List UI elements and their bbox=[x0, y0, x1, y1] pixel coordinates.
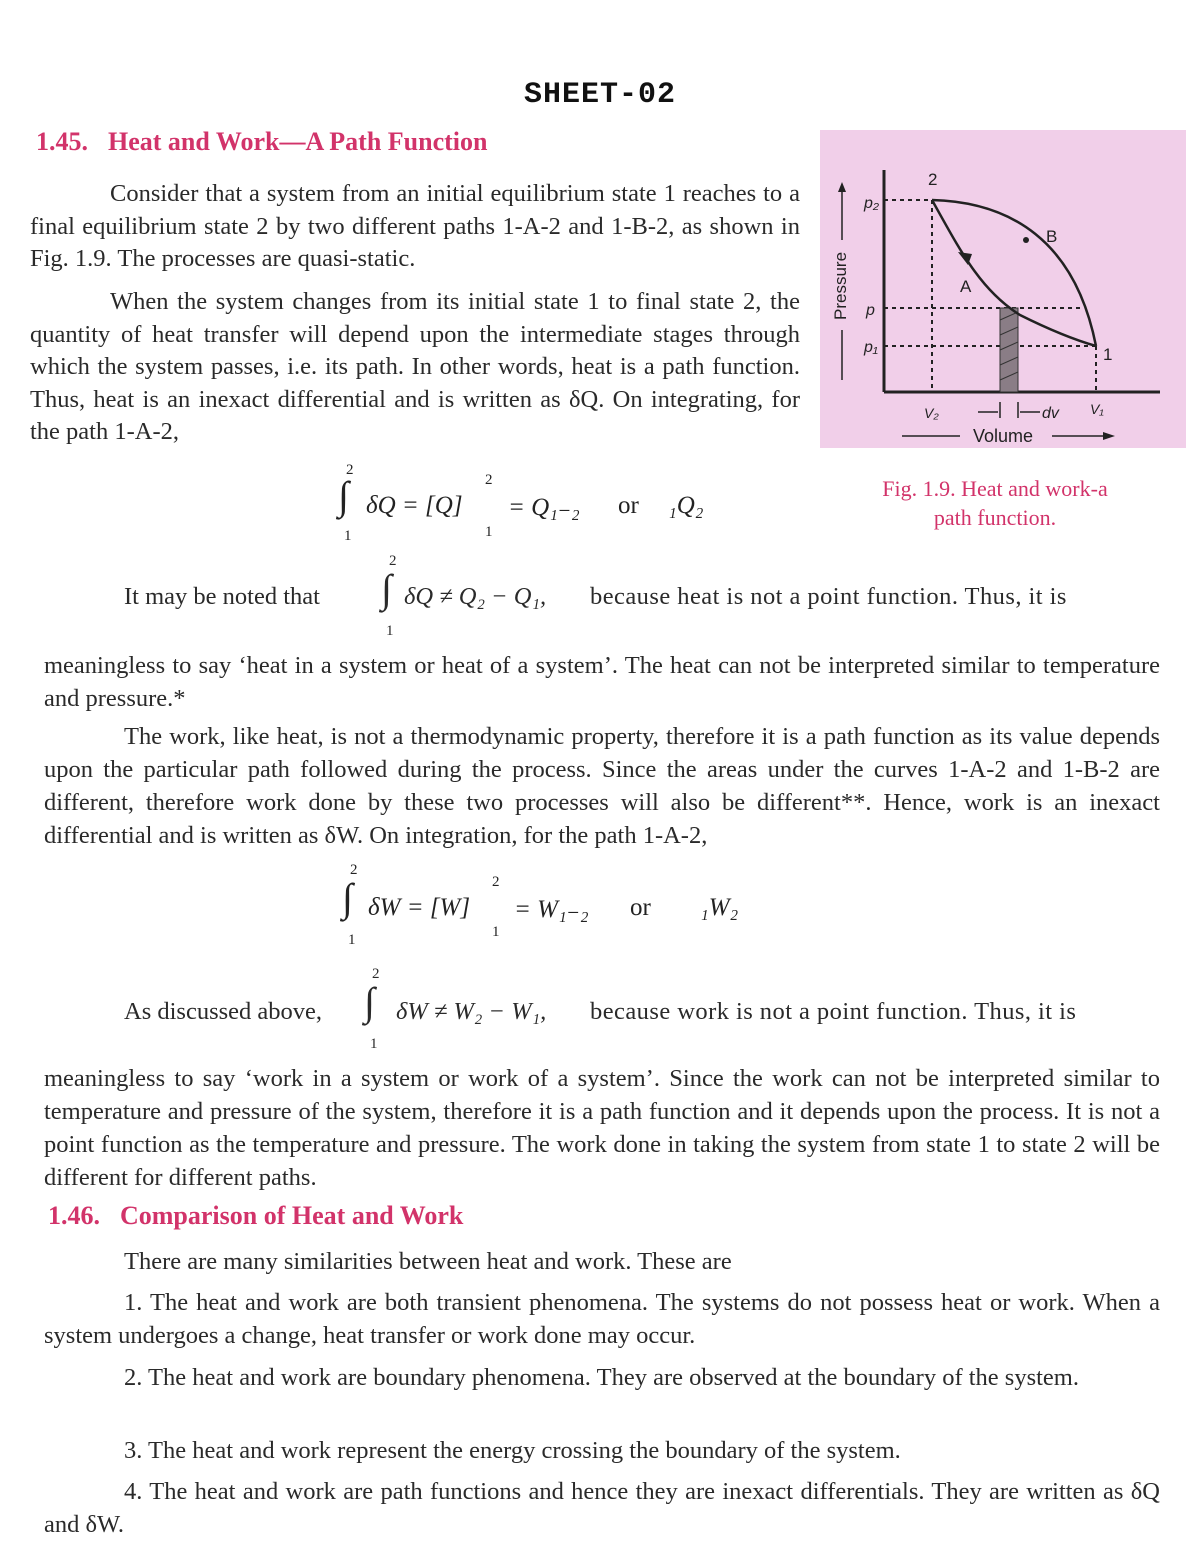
equation-heat-integral bbox=[338, 462, 778, 542]
para3-integral-sign: ∫ bbox=[381, 566, 392, 611]
eq1-alt: ₁Q₂ bbox=[668, 492, 704, 519]
paragraph-3-continuation: meaningless to say ‘heat in a system or heat of a system’. The heat can not be interpreted similar to temperature and pressure.* bbox=[44, 652, 1160, 712]
path-a-label: A bbox=[960, 277, 972, 296]
work-strip bbox=[1000, 308, 1018, 392]
eq1-bracket-lower: 1 bbox=[485, 524, 493, 540]
caption-line-2: path function. bbox=[933, 505, 1057, 530]
caption-line-1: Fig. 1.9. Heat and work-a bbox=[882, 476, 1108, 501]
p1-label: p₁ bbox=[864, 339, 878, 356]
eq1-bracket-upper: 2 bbox=[485, 472, 493, 488]
section-title: Comparison of Heat and Work bbox=[120, 1201, 464, 1230]
eq2-lower-limit: 1 bbox=[348, 932, 356, 948]
comparison-item-1: 1. The heat and work are both transient phenomena. The systems do not possess heat or work. When a system undergoes a change, heat transfer or work done may occur. bbox=[44, 1289, 1160, 1349]
eq2-integral-sign: ∫ bbox=[342, 875, 353, 920]
para5-inequality: δW ≠ W₂ − W₁, bbox=[396, 998, 547, 1025]
paragraph-5-continuation: meaningless to say ‘work in a system or work of a system’. Since the work can not be interpreted similar to temperature and pressure of the system, therefore it is a path function and it depends upon the process. It is not a point function as the temperature and pressure. The work done in taking the system from state 1 to state 2 will be different for different paths. bbox=[44, 1065, 1160, 1191]
eq1-or: or bbox=[618, 492, 639, 519]
p2-label: p₂ bbox=[864, 195, 879, 212]
eq2-rhs: = W₁₋₂ bbox=[514, 896, 589, 923]
eq2-upper-limit: 2 bbox=[350, 862, 358, 878]
equation-work-integral bbox=[340, 862, 780, 952]
paragraph-2: When the system changes from its initial state 1 to final state 2, the quantity of heat transfer will depend upon the intermediate stages through which the system passes, i.e. its path. In other words, heat is a path function. Thus, heat is an inexact differential and is written as δQ. On integrating, for the path 1-A-2, bbox=[30, 288, 800, 445]
eq1-integrand: δQ = [Q] bbox=[366, 492, 463, 519]
point-2-label: 2 bbox=[928, 170, 938, 189]
path-b-label: B bbox=[1046, 227, 1058, 246]
eq2-alt: ₁W₂ bbox=[700, 894, 739, 921]
para3-upper-limit: 2 bbox=[389, 553, 397, 569]
para5-integral-sign: ∫ bbox=[364, 979, 375, 1024]
comparison-item-3: 3. The heat and work represent the energy crossing the boundary of the system. bbox=[124, 1437, 901, 1464]
pv-diagram bbox=[820, 130, 1186, 448]
para5-upper-limit: 2 bbox=[372, 966, 380, 982]
paragraph-1: Consider that a system from an initial equilibrium state 1 reaches to a final equilibrium state 2 by two different paths 1-A-2 and 1-B-2, as shown in Fig. 1.9. The processes are quasi-static. bbox=[30, 180, 800, 272]
paragraph-5-line bbox=[124, 966, 1160, 1056]
eq2-integrand: δW = [W] bbox=[368, 894, 471, 921]
figure-panel bbox=[820, 130, 1186, 448]
comparison-item-2: 2. The heat and work are boundary phenomena. They are observed at the boundary of the system. bbox=[124, 1364, 1079, 1391]
eq1-integral-sign: ∫ bbox=[338, 473, 349, 518]
para5-lead: As discussed above, bbox=[124, 998, 323, 1025]
paragraph-4: The work, like heat, is not a thermodynamic property, therefore it is a path function as its value depends upon the particular path followed during the process. Since the areas under the curves 1-A-2 and 1-B-2 are different, therefore work done by these two processes will also be different**. Hence, work is an inexact differential and is written as δW. On integration, for the path 1-A-2, bbox=[44, 723, 1160, 849]
eq2-bracket-lower: 1 bbox=[492, 924, 500, 940]
section-heading-1-45 bbox=[36, 127, 487, 157]
v1-label: V₁ bbox=[1090, 401, 1104, 417]
eq1-rhs: = Q₁₋₂ bbox=[508, 494, 580, 521]
x-axis-label: Volume bbox=[973, 426, 1034, 446]
p-label: p bbox=[866, 302, 875, 319]
section-number: 1.45. bbox=[36, 127, 88, 156]
section-heading-1-46 bbox=[48, 1201, 463, 1231]
eq1-lower-limit: 1 bbox=[344, 528, 352, 544]
dv-label: dv bbox=[1042, 405, 1059, 422]
eq1-upper-limit: 2 bbox=[346, 462, 354, 478]
paragraph-3-line bbox=[124, 553, 1160, 643]
sheet-title: SHEET-02 bbox=[523, 78, 677, 112]
comparison-item-4: 4. The heat and work are path functions and hence they are inexact differentials. They are written as δQ and δW. bbox=[44, 1478, 1160, 1538]
section-title: Heat and Work—A Path Function bbox=[108, 127, 488, 156]
para3-lead: It may be noted that bbox=[124, 583, 320, 610]
point-1-label: 1 bbox=[1103, 345, 1113, 364]
comparison-intro: There are many similarities between heat and work. These are bbox=[124, 1248, 732, 1275]
v2-label: V₂ bbox=[924, 405, 939, 421]
eq2-or: or bbox=[630, 894, 651, 921]
para3-tail: because heat is not a point function. Thus, it is bbox=[590, 583, 1067, 610]
section-number: 1.46. bbox=[48, 1201, 100, 1230]
para3-lower-limit: 1 bbox=[386, 623, 394, 639]
para5-tail: because work is not a point function. Thus, it is bbox=[590, 998, 1077, 1025]
para5-lower-limit: 1 bbox=[370, 1036, 378, 1052]
para3-inequality: δQ ≠ Q₂ − Q₁, bbox=[404, 583, 547, 610]
eq2-bracket-upper: 2 bbox=[492, 874, 500, 890]
y-axis-label: Pressure bbox=[831, 251, 850, 320]
figure-caption bbox=[830, 474, 1160, 532]
